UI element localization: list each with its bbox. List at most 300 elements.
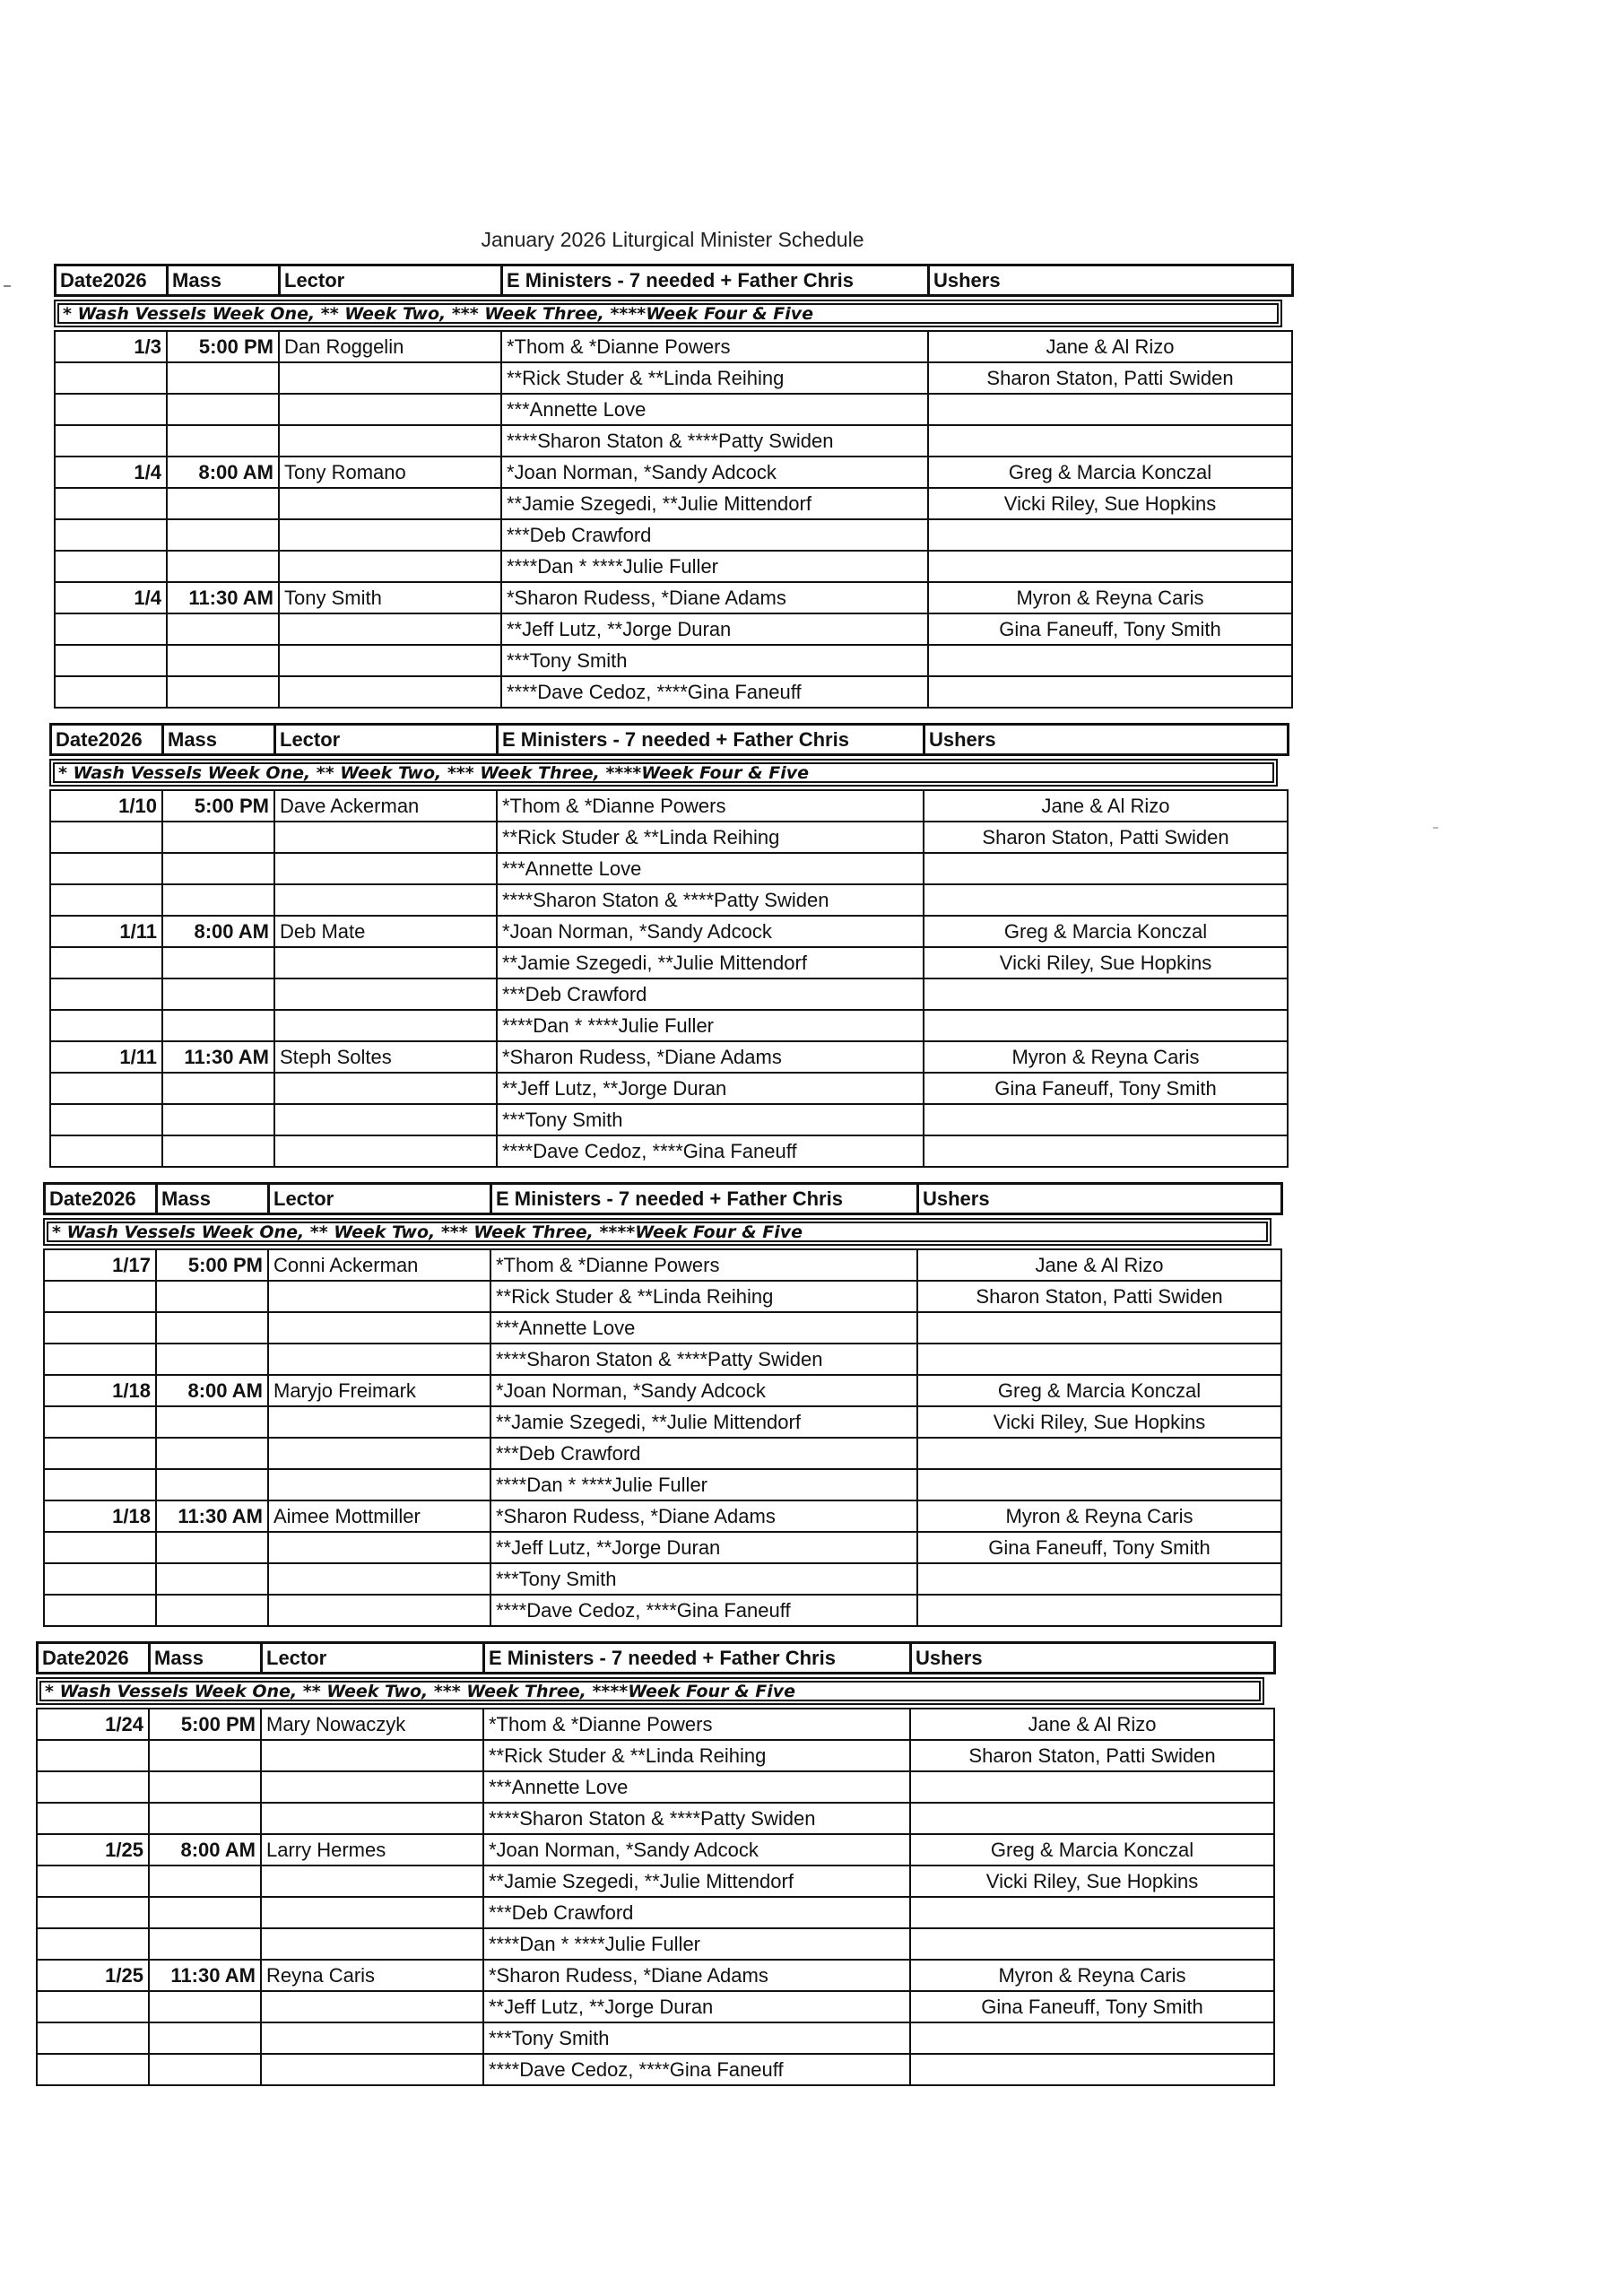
minister-cell: ***Tony Smith bbox=[501, 645, 928, 676]
usher-cell: Myron & Reyna Caris bbox=[910, 1960, 1274, 1991]
mass-header: Mass bbox=[163, 725, 275, 755]
date-cell bbox=[50, 1010, 162, 1041]
mass-time-cell bbox=[162, 884, 274, 916]
table-row bbox=[44, 1281, 1281, 1312]
lector-cell bbox=[274, 1135, 497, 1167]
minister-cell: **Jeff Lutz, **Jorge Duran bbox=[497, 1073, 924, 1104]
table-row bbox=[37, 1928, 1274, 1960]
lector-cell: Aimee Mottmiller bbox=[268, 1500, 490, 1532]
minister-cell: ****Dave Cedoz, ****Gina Faneuff bbox=[483, 2054, 910, 2085]
table-row bbox=[44, 1500, 1281, 1532]
minister-cell: ***Annette Love bbox=[483, 1771, 910, 1803]
eministers-header: E Ministers - 7 needed + Father Chris bbox=[498, 725, 924, 755]
usher-cell bbox=[924, 1135, 1288, 1167]
minister-cell: **Rick Studer & **Linda Reihing bbox=[501, 362, 928, 394]
date-cell bbox=[50, 1104, 162, 1135]
mass-time-cell bbox=[167, 394, 279, 425]
date-cell bbox=[37, 1866, 149, 1897]
mass-time-cell: 11:30 AM bbox=[156, 1500, 268, 1532]
lector-cell bbox=[279, 551, 501, 582]
table-row bbox=[37, 1803, 1274, 1834]
minister-cell: **Jeff Lutz, **Jorge Duran bbox=[501, 613, 928, 645]
table-row bbox=[50, 1104, 1288, 1135]
date-cell bbox=[50, 978, 162, 1010]
minister-cell: ****Dan * ****Julie Fuller bbox=[483, 1928, 910, 1960]
table-row bbox=[44, 1249, 1281, 1281]
date-cell bbox=[55, 362, 167, 394]
usher-cell: Jane & Al Rizo bbox=[924, 790, 1288, 822]
lector-cell bbox=[261, 1991, 483, 2022]
lector-cell bbox=[268, 1595, 490, 1626]
date-cell: 1/4 bbox=[55, 457, 167, 488]
minister-cell: *Thom & *Dianne Powers bbox=[483, 1709, 910, 1740]
table-row bbox=[50, 1135, 1288, 1167]
lector-cell: Deb Mate bbox=[274, 916, 497, 947]
mass-time-cell: 8:00 AM bbox=[167, 457, 279, 488]
lector-cell bbox=[268, 1406, 490, 1438]
eministers-header: E Ministers - 7 needed + Father Chris bbox=[484, 1643, 911, 1674]
lector-cell: Tony Smith bbox=[279, 582, 501, 613]
date-cell bbox=[37, 1740, 149, 1771]
date-cell bbox=[44, 1438, 156, 1469]
minister-cell: ****Dan * ****Julie Fuller bbox=[497, 1010, 924, 1041]
date-cell bbox=[37, 1771, 149, 1803]
mass-time-cell bbox=[167, 551, 279, 582]
table-row bbox=[55, 519, 1292, 551]
mass-time-cell bbox=[167, 519, 279, 551]
lector-cell bbox=[274, 822, 497, 853]
mass-time-cell bbox=[156, 1438, 268, 1469]
lector-cell bbox=[274, 1010, 497, 1041]
mass-time-cell: 5:00 PM bbox=[149, 1709, 261, 1740]
mass-time-cell: 8:00 AM bbox=[156, 1375, 268, 1406]
mass-header: Mass bbox=[157, 1184, 269, 1214]
usher-cell bbox=[928, 676, 1292, 708]
table-row bbox=[37, 1866, 1274, 1897]
usher-cell: Vicki Riley, Sue Hopkins bbox=[924, 947, 1288, 978]
table-row bbox=[37, 2022, 1274, 2054]
date-cell bbox=[44, 1344, 156, 1375]
schedule-table bbox=[43, 1248, 1282, 1627]
lector-cell bbox=[261, 1771, 483, 1803]
usher-cell: Myron & Reyna Caris bbox=[917, 1500, 1281, 1532]
table-row bbox=[55, 551, 1292, 582]
usher-cell bbox=[917, 1344, 1281, 1375]
eministers-header: E Ministers - 7 needed + Father Chris bbox=[491, 1184, 918, 1214]
mass-time-cell bbox=[167, 676, 279, 708]
header-row bbox=[43, 1182, 1283, 1215]
usher-cell: Myron & Reyna Caris bbox=[924, 1041, 1288, 1073]
lector-cell bbox=[279, 645, 501, 676]
mass-time-cell bbox=[156, 1469, 268, 1500]
usher-cell bbox=[910, 1897, 1274, 1928]
mass-time-cell bbox=[162, 853, 274, 884]
mass-time-cell bbox=[156, 1532, 268, 1563]
scan-speck bbox=[1433, 827, 1438, 829]
date-cell bbox=[50, 1073, 162, 1104]
minister-cell: ****Dave Cedoz, ****Gina Faneuff bbox=[501, 676, 928, 708]
lector-cell bbox=[274, 1073, 497, 1104]
date-cell bbox=[55, 425, 167, 457]
minister-cell: ****Dave Cedoz, ****Gina Faneuff bbox=[490, 1595, 917, 1626]
lector-cell bbox=[268, 1438, 490, 1469]
date-cell: 1/18 bbox=[44, 1375, 156, 1406]
date-header: Date2026 bbox=[45, 1184, 157, 1214]
table-row bbox=[44, 1532, 1281, 1563]
usher-cell: Gina Faneuff, Tony Smith bbox=[924, 1073, 1288, 1104]
table-row bbox=[37, 1960, 1274, 1991]
mass-time-cell bbox=[162, 1010, 274, 1041]
header-row bbox=[36, 1641, 1276, 1674]
minister-cell: **Rick Studer & **Linda Reihing bbox=[497, 822, 924, 853]
table-row bbox=[50, 822, 1288, 853]
lector-cell: Dan Roggelin bbox=[279, 331, 501, 362]
minister-cell: ****Sharon Staton & ****Patty Swiden bbox=[483, 1803, 910, 1834]
table-row bbox=[44, 1406, 1281, 1438]
usher-cell bbox=[917, 1563, 1281, 1595]
minister-cell: ***Annette Love bbox=[490, 1312, 917, 1344]
date-cell bbox=[50, 1135, 162, 1167]
lector-cell: Dave Ackerman bbox=[274, 790, 497, 822]
table-row bbox=[37, 1740, 1274, 1771]
week-section bbox=[43, 1182, 1280, 1627]
table-row bbox=[50, 1041, 1288, 1073]
mass-time-cell bbox=[149, 1928, 261, 1960]
mass-time-cell: 8:00 AM bbox=[149, 1834, 261, 1866]
mass-time-cell bbox=[162, 1135, 274, 1167]
table-row bbox=[55, 362, 1292, 394]
date-cell: 1/17 bbox=[44, 1249, 156, 1281]
minister-cell: **Jamie Szegedi, **Julie Mittendorf bbox=[490, 1406, 917, 1438]
usher-cell: Gina Faneuff, Tony Smith bbox=[917, 1532, 1281, 1563]
lector-cell bbox=[261, 1740, 483, 1771]
week-section bbox=[36, 1641, 1273, 2086]
lector-cell bbox=[274, 947, 497, 978]
ushers-header: Ushers bbox=[929, 265, 1293, 296]
date-cell bbox=[37, 2022, 149, 2054]
header-row bbox=[54, 264, 1294, 297]
lector-cell bbox=[279, 488, 501, 519]
mass-time-cell bbox=[162, 947, 274, 978]
usher-cell: Gina Faneuff, Tony Smith bbox=[910, 1991, 1274, 2022]
usher-cell: Sharon Staton, Patti Swiden bbox=[917, 1281, 1281, 1312]
date-cell bbox=[44, 1281, 156, 1312]
mass-time-cell bbox=[167, 488, 279, 519]
lector-cell bbox=[268, 1469, 490, 1500]
minister-cell: ****Sharon Staton & ****Patty Swiden bbox=[501, 425, 928, 457]
date-cell bbox=[55, 519, 167, 551]
minister-cell: *Joan Norman, *Sandy Adcock bbox=[483, 1834, 910, 1866]
mass-time-cell: 11:30 AM bbox=[167, 582, 279, 613]
mass-time-cell bbox=[149, 1740, 261, 1771]
table-row bbox=[44, 1469, 1281, 1500]
lector-cell bbox=[279, 362, 501, 394]
minister-cell: ***Annette Love bbox=[497, 853, 924, 884]
mass-time-cell bbox=[149, 2022, 261, 2054]
week-section bbox=[54, 264, 1291, 709]
lector-header: Lector bbox=[280, 265, 502, 296]
date-cell bbox=[55, 613, 167, 645]
minister-cell: *Thom & *Dianne Powers bbox=[497, 790, 924, 822]
mass-time-cell bbox=[162, 822, 274, 853]
mass-time-cell: 5:00 PM bbox=[167, 331, 279, 362]
usher-cell: Gina Faneuff, Tony Smith bbox=[928, 613, 1292, 645]
date-cell: 1/10 bbox=[50, 790, 162, 822]
date-cell bbox=[44, 1312, 156, 1344]
date-cell bbox=[55, 676, 167, 708]
date-cell bbox=[50, 947, 162, 978]
table-row bbox=[37, 1771, 1274, 1803]
header-row bbox=[49, 723, 1289, 756]
minister-cell: ***Deb Crawford bbox=[483, 1897, 910, 1928]
table-row bbox=[37, 1991, 1274, 2022]
usher-cell: Greg & Marcia Konczal bbox=[917, 1375, 1281, 1406]
table-row bbox=[55, 331, 1292, 362]
date-cell bbox=[55, 488, 167, 519]
table-row bbox=[50, 916, 1288, 947]
lector-cell: Conni Ackerman bbox=[268, 1249, 490, 1281]
usher-cell bbox=[910, 2022, 1274, 2054]
date-cell bbox=[55, 551, 167, 582]
lector-cell bbox=[268, 1532, 490, 1563]
table-row bbox=[50, 884, 1288, 916]
lector-cell bbox=[274, 884, 497, 916]
usher-cell bbox=[917, 1469, 1281, 1500]
usher-cell bbox=[917, 1312, 1281, 1344]
minister-cell: *Thom & *Dianne Powers bbox=[501, 331, 928, 362]
date-cell: 1/25 bbox=[37, 1834, 149, 1866]
table-row bbox=[50, 1073, 1288, 1104]
usher-cell: Sharon Staton, Patti Swiden bbox=[910, 1740, 1274, 1771]
minister-cell: ****Sharon Staton & ****Patty Swiden bbox=[490, 1344, 917, 1375]
mass-time-cell bbox=[167, 362, 279, 394]
table-row bbox=[55, 676, 1292, 708]
minister-cell: ***Deb Crawford bbox=[497, 978, 924, 1010]
date-cell: 1/4 bbox=[55, 582, 167, 613]
minister-cell: ***Tony Smith bbox=[483, 2022, 910, 2054]
mass-time-cell bbox=[149, 1803, 261, 1834]
usher-cell bbox=[924, 1104, 1288, 1135]
mass-time-cell bbox=[156, 1563, 268, 1595]
lector-cell bbox=[268, 1281, 490, 1312]
minister-cell: ****Dan * ****Julie Fuller bbox=[490, 1469, 917, 1500]
lector-header: Lector bbox=[275, 725, 498, 755]
date-cell bbox=[44, 1563, 156, 1595]
table-row bbox=[50, 853, 1288, 884]
minister-cell: *Sharon Rudess, *Diane Adams bbox=[483, 1960, 910, 1991]
wash-vessels-note: * Wash Vessels Week One, ** Week Two, *** Week Three, ****Week Four & Five bbox=[43, 1218, 1271, 1246]
mass-time-cell bbox=[156, 1344, 268, 1375]
usher-cell bbox=[928, 645, 1292, 676]
mass-time-cell bbox=[149, 1771, 261, 1803]
usher-cell: Jane & Al Rizo bbox=[917, 1249, 1281, 1281]
usher-cell bbox=[910, 2054, 1274, 2085]
usher-cell bbox=[928, 551, 1292, 582]
lector-cell bbox=[268, 1563, 490, 1595]
table-row bbox=[55, 582, 1292, 613]
minister-cell: *Joan Norman, *Sandy Adcock bbox=[501, 457, 928, 488]
mass-time-cell bbox=[156, 1595, 268, 1626]
mass-time-cell: 11:30 AM bbox=[162, 1041, 274, 1073]
date-header: Date2026 bbox=[51, 725, 163, 755]
date-cell: 1/11 bbox=[50, 916, 162, 947]
minister-cell: *Sharon Rudess, *Diane Adams bbox=[497, 1041, 924, 1073]
usher-cell: Greg & Marcia Konczal bbox=[910, 1834, 1274, 1866]
lector-cell bbox=[274, 853, 497, 884]
lector-cell bbox=[274, 978, 497, 1010]
lector-cell bbox=[261, 2054, 483, 2085]
minister-cell: ****Dave Cedoz, ****Gina Faneuff bbox=[497, 1135, 924, 1167]
mass-time-cell bbox=[162, 1073, 274, 1104]
schedule-table bbox=[36, 1708, 1275, 2086]
usher-cell bbox=[924, 853, 1288, 884]
usher-cell: Sharon Staton, Patti Swiden bbox=[928, 362, 1292, 394]
date-cell bbox=[44, 1532, 156, 1563]
minister-cell: ****Sharon Staton & ****Patty Swiden bbox=[497, 884, 924, 916]
lector-cell bbox=[268, 1344, 490, 1375]
lector-cell: Reyna Caris bbox=[261, 1960, 483, 1991]
table-row bbox=[44, 1344, 1281, 1375]
minister-cell: *Sharon Rudess, *Diane Adams bbox=[490, 1500, 917, 1532]
usher-cell: Greg & Marcia Konczal bbox=[924, 916, 1288, 947]
mass-header: Mass bbox=[150, 1643, 262, 1674]
date-cell: 1/24 bbox=[37, 1709, 149, 1740]
lector-cell bbox=[261, 2022, 483, 2054]
mass-time-cell bbox=[167, 425, 279, 457]
date-cell bbox=[37, 1928, 149, 1960]
usher-cell bbox=[910, 1803, 1274, 1834]
page-title: January 2026 Liturgical Minister Schedule bbox=[481, 228, 864, 251]
mass-time-cell: 5:00 PM bbox=[156, 1249, 268, 1281]
usher-cell bbox=[910, 1771, 1274, 1803]
mass-time-cell: 11:30 AM bbox=[149, 1960, 261, 1991]
date-cell: 1/25 bbox=[37, 1960, 149, 1991]
table-row bbox=[50, 790, 1288, 822]
lector-cell bbox=[261, 1897, 483, 1928]
minister-cell: ***Annette Love bbox=[501, 394, 928, 425]
table-row bbox=[55, 457, 1292, 488]
table-row bbox=[44, 1375, 1281, 1406]
minister-cell: *Sharon Rudess, *Diane Adams bbox=[501, 582, 928, 613]
usher-cell: Vicki Riley, Sue Hopkins bbox=[917, 1406, 1281, 1438]
date-cell bbox=[37, 1991, 149, 2022]
lector-header: Lector bbox=[262, 1643, 484, 1674]
minister-cell: ***Deb Crawford bbox=[501, 519, 928, 551]
lector-cell bbox=[279, 519, 501, 551]
lector-cell bbox=[279, 425, 501, 457]
usher-cell bbox=[928, 519, 1292, 551]
lector-cell bbox=[274, 1104, 497, 1135]
margin-mark bbox=[4, 285, 11, 287]
usher-cell bbox=[924, 978, 1288, 1010]
usher-cell bbox=[924, 884, 1288, 916]
minister-cell: **Jeff Lutz, **Jorge Duran bbox=[483, 1991, 910, 2022]
table-row bbox=[55, 394, 1292, 425]
mass-time-cell bbox=[156, 1406, 268, 1438]
date-cell bbox=[50, 884, 162, 916]
table-row bbox=[55, 488, 1292, 519]
minister-cell: *Thom & *Dianne Powers bbox=[490, 1249, 917, 1281]
minister-cell: **Jamie Szegedi, **Julie Mittendorf bbox=[483, 1866, 910, 1897]
usher-cell bbox=[928, 394, 1292, 425]
date-header: Date2026 bbox=[56, 265, 168, 296]
table-row bbox=[44, 1438, 1281, 1469]
wash-vessels-note: * Wash Vessels Week One, ** Week Two, *** Week Three, ****Week Four & Five bbox=[54, 300, 1282, 327]
mass-time-cell: 5:00 PM bbox=[162, 790, 274, 822]
schedule-table bbox=[49, 789, 1289, 1168]
minister-cell: *Joan Norman, *Sandy Adcock bbox=[490, 1375, 917, 1406]
usher-cell: Vicki Riley, Sue Hopkins bbox=[928, 488, 1292, 519]
lector-cell bbox=[268, 1312, 490, 1344]
date-cell bbox=[37, 2054, 149, 2085]
minister-cell: ***Tony Smith bbox=[490, 1563, 917, 1595]
lector-cell bbox=[261, 1803, 483, 1834]
mass-time-cell bbox=[162, 1104, 274, 1135]
usher-cell: Myron & Reyna Caris bbox=[928, 582, 1292, 613]
minister-cell: ***Deb Crawford bbox=[490, 1438, 917, 1469]
date-cell: 1/3 bbox=[55, 331, 167, 362]
mass-header: Mass bbox=[168, 265, 280, 296]
lector-cell bbox=[261, 1928, 483, 1960]
usher-cell: Vicki Riley, Sue Hopkins bbox=[910, 1866, 1274, 1897]
mass-time-cell bbox=[167, 613, 279, 645]
mass-time-cell bbox=[156, 1312, 268, 1344]
table-row bbox=[50, 1010, 1288, 1041]
date-cell: 1/18 bbox=[44, 1500, 156, 1532]
usher-cell bbox=[924, 1010, 1288, 1041]
minister-cell: **Jamie Szegedi, **Julie Mittendorf bbox=[501, 488, 928, 519]
table-row bbox=[55, 613, 1292, 645]
date-cell bbox=[37, 1803, 149, 1834]
minister-cell: **Jeff Lutz, **Jorge Duran bbox=[490, 1532, 917, 1563]
date-cell bbox=[44, 1595, 156, 1626]
usher-cell bbox=[917, 1438, 1281, 1469]
table-row bbox=[55, 645, 1292, 676]
mass-time-cell bbox=[167, 645, 279, 676]
usher-cell bbox=[910, 1928, 1274, 1960]
date-cell bbox=[50, 853, 162, 884]
date-cell bbox=[44, 1469, 156, 1500]
lector-cell bbox=[279, 613, 501, 645]
mass-time-cell bbox=[149, 1897, 261, 1928]
usher-cell: Sharon Staton, Patti Swiden bbox=[924, 822, 1288, 853]
lector-cell: Maryjo Freimark bbox=[268, 1375, 490, 1406]
table-row bbox=[37, 1897, 1274, 1928]
minister-cell: **Rick Studer & **Linda Reihing bbox=[483, 1740, 910, 1771]
usher-cell bbox=[917, 1595, 1281, 1626]
lector-header: Lector bbox=[269, 1184, 491, 1214]
table-row bbox=[37, 1709, 1274, 1740]
week-section bbox=[49, 723, 1287, 1168]
date-cell: 1/11 bbox=[50, 1041, 162, 1073]
date-cell bbox=[50, 822, 162, 853]
eministers-header: E Ministers - 7 needed + Father Chris bbox=[502, 265, 929, 296]
mass-time-cell bbox=[149, 1991, 261, 2022]
table-row bbox=[55, 425, 1292, 457]
lector-cell bbox=[261, 1866, 483, 1897]
minister-cell: *Joan Norman, *Sandy Adcock bbox=[497, 916, 924, 947]
usher-cell: Jane & Al Rizo bbox=[910, 1709, 1274, 1740]
table-row bbox=[44, 1312, 1281, 1344]
minister-cell: ***Tony Smith bbox=[497, 1104, 924, 1135]
ushers-header: Ushers bbox=[924, 725, 1289, 755]
table-row bbox=[50, 947, 1288, 978]
table-row bbox=[50, 978, 1288, 1010]
usher-cell bbox=[928, 425, 1292, 457]
wash-vessels-note: * Wash Vessels Week One, ** Week Two, *** Week Three, ****Week Four & Five bbox=[49, 759, 1278, 787]
schedule-table bbox=[54, 330, 1293, 709]
lector-cell: Steph Soltes bbox=[274, 1041, 497, 1073]
